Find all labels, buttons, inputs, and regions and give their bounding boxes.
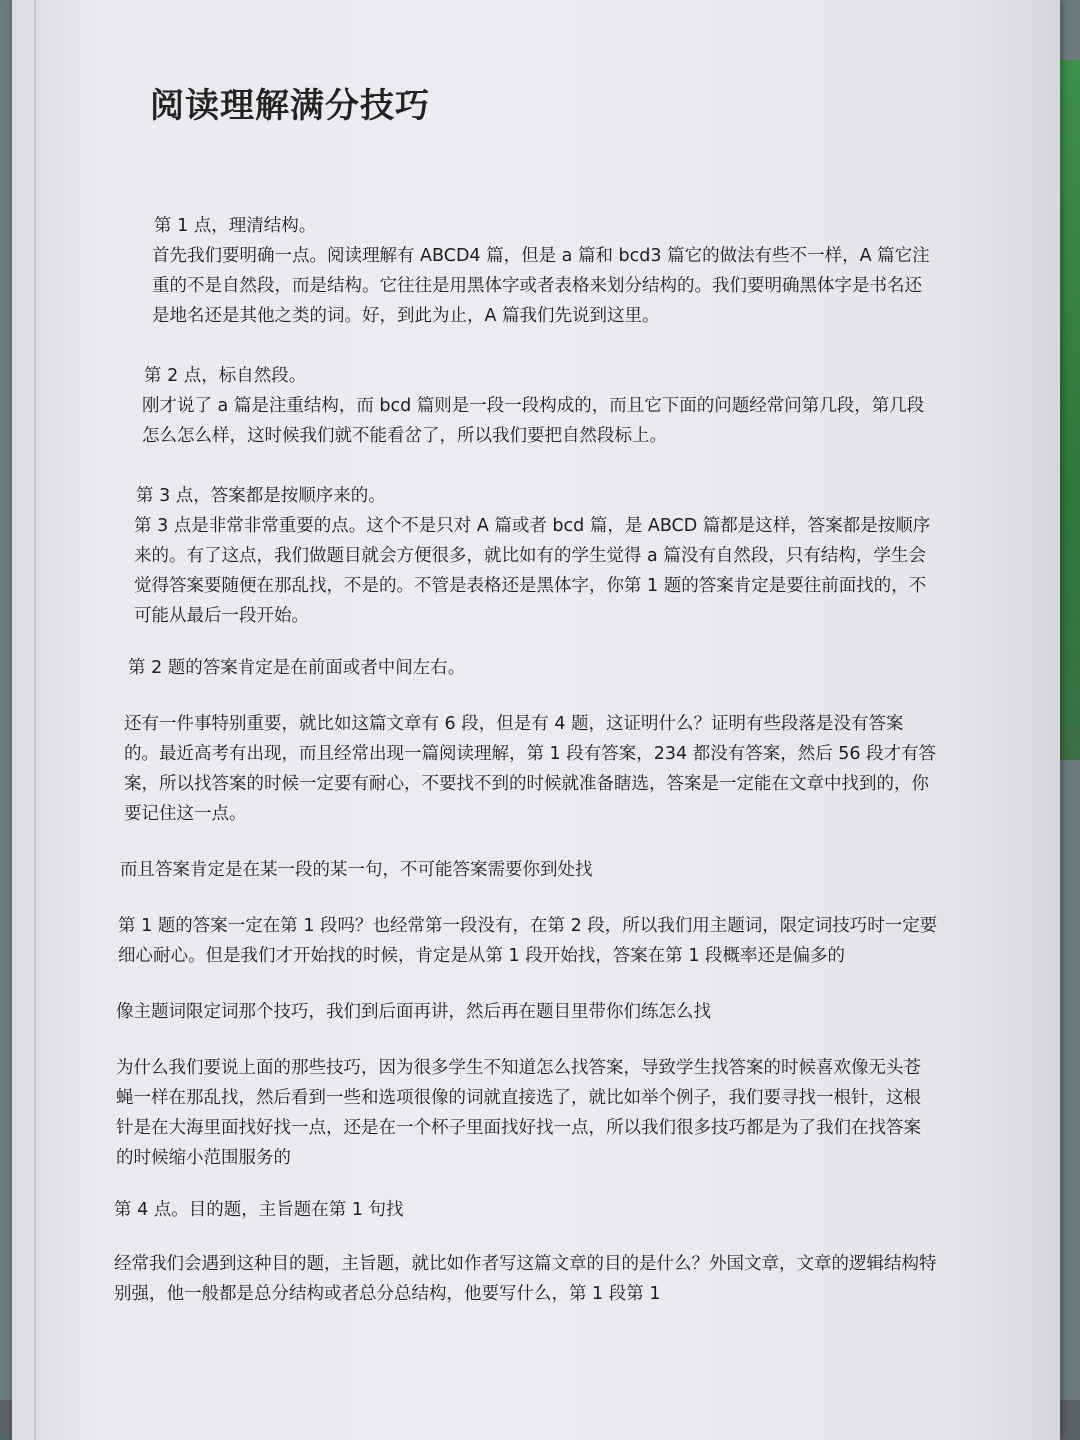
section-heading-4: 第 4 点。目的题，主旨题在第 1 句找 bbox=[114, 1200, 404, 1220]
paragraph-7: 第 1 题的答案一定在第 1 段吗？也经常第一段没有，在第 2 段，所以我们用主题词，限定词技巧时一定要细心耐心。但是我们才开始找的时候，肯定是从第 1 段开始找，答案在第 1 段概率还是偏多的 bbox=[118, 916, 938, 966]
paragraph-9: 为什么我们要说上面的那些技巧，因为很多学生不知道怎么找答案，导致学生找答案的时候喜欢像无头苍蝇一样在那乱找，然后看到一些和选项很像的词就直接选了，就比如举个例子，我们要寻找一根针，这根针是在大海里面找好找一点，还是在一个杯子里面找好找一点，所以我们很多技巧都是为了我们在找答案的时候缩小范围服务的 bbox=[116, 1058, 921, 1168]
document-body bbox=[108, 78, 938, 1309]
paper-page bbox=[12, 0, 1060, 1440]
section-heading-2: 第 2 点，标自然段。 bbox=[144, 366, 307, 386]
paragraph-1: 首先我们要明确一点。阅读理解有 ABCD4 篇，但是 a 篇和 bcd3 篇它的做法有些不一样，A 篇它注重的不是自然段，而是结构。它往往是用黑体字或者表格来划分结构的。我们要明确黑体字是书名还是地名还是其他之类的词。好，到此为止，A 篇我们先说到这里。 bbox=[152, 246, 930, 326]
document-title: 阅读理解满分技巧 bbox=[150, 86, 430, 126]
section-heading-3: 第 3 点，答案都是按顺序来的。 bbox=[136, 486, 386, 506]
page-fold-edge bbox=[34, 0, 36, 1440]
paragraph-2: 刚才说了 a 篇是注重结构，而 bcd 篇则是一段一段构成的，而且它下面的问题经常问第几段，第几段怎么怎么样，这时候我们就不能看岔了，所以我们要把自然段标上。 bbox=[142, 396, 925, 446]
paragraph-6: 而且答案肯定是在某一段的某一句，不可能答案需要你到处找 bbox=[120, 860, 593, 880]
paragraph-10: 经常我们会遇到这种目的题，主旨题，就比如作者写这篇文章的目的是什么？外国文章，文章的逻辑结构特别强，他一般都是总分结构或者总分总结构，他要写什么，第 1 段第 1 bbox=[114, 1254, 937, 1304]
paragraph-4: 第 2 题的答案肯定是在前面或者中间左右。 bbox=[128, 658, 466, 678]
paragraph-5: 还有一件事特别重要，就比如这篇文章有 6 段，但是有 4 题，这证明什么？证明有些段落是没有答案的。最近高考有出现，而且经常出现一篇阅读理解，第 1 段有答案，234 都没有答案，然后 56 段才有答案，所以找答案的时候一定要有耐心，不要找不到的时候就准备瞎选，答案是一定能在文章中找到的，你要记住这一点。 bbox=[124, 714, 937, 824]
paragraph-3: 第 3 点是非常非常重要的点。这个不是只对 A 篇或者 bcd 篇，是 ABCD 篇都是这样，答案都是按顺序来的。有了这点，我们做题目就会方便很多，就比如有的学生觉得 a 篇没有自然段，只有结构，学生会觉得答案要随便在那乱找，不是的。不管是表格还是黑体字，你第 1 题的答案肯定是要往前面找的，不可能从最后一段开始。 bbox=[134, 516, 931, 626]
paragraph-8: 像主题词限定词那个技巧，我们到后面再讲，然后再在题目里带你们练怎么找 bbox=[116, 1002, 711, 1022]
section-heading-1: 第 1 点，理清结构。 bbox=[154, 216, 317, 236]
